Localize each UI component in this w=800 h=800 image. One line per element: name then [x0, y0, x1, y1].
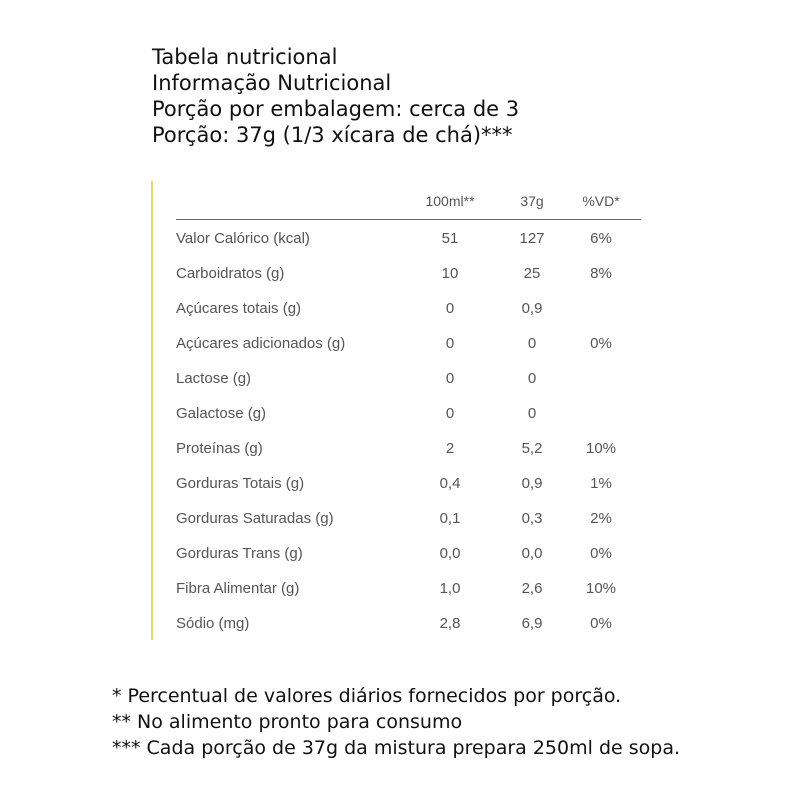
value-vd: 10%	[585, 580, 617, 597]
nutrient-name: Sódio (mg)	[176, 615, 250, 632]
value-vd: 1%	[590, 475, 612, 492]
table-row	[176, 396, 641, 431]
nutrient-name: Gorduras Totais (g)	[176, 475, 305, 492]
table-body	[176, 220, 641, 641]
value-37g: 5,2	[521, 440, 543, 457]
page-title: Tabela nutricional	[152, 45, 338, 69]
footnote-ready: ** No alimento pronto para consumo	[112, 711, 463, 733]
servings-per-package: Porção por embalagem: cerca de 3	[152, 97, 520, 121]
table-row	[176, 466, 641, 501]
value-100ml: 1,0	[439, 580, 461, 597]
nutrient-name: Carboidratos (g)	[176, 265, 285, 282]
table-row	[176, 536, 641, 571]
value-100ml: 51	[441, 230, 459, 247]
table-header	[176, 181, 641, 220]
value-vd: 0%	[590, 545, 612, 562]
nutrient-name: Valor Calórico (kcal)	[176, 230, 310, 247]
value-37g: 0	[527, 335, 537, 352]
value-100ml: 2	[445, 440, 455, 457]
table-row	[176, 571, 641, 606]
value-vd: 10%	[585, 440, 617, 457]
table-row	[176, 256, 641, 291]
value-37g: 0	[527, 370, 537, 387]
table-row	[176, 221, 641, 256]
column-header-vd: %VD*	[582, 193, 620, 209]
value-100ml: 0	[445, 370, 455, 387]
value-vd: 0%	[590, 335, 612, 352]
footnote-serving: *** Cada porção de 37g da mistura prepara 250ml de sopa.	[112, 737, 680, 759]
value-100ml: 0	[445, 335, 455, 352]
value-100ml: 10	[441, 265, 459, 282]
value-37g: 0,3	[521, 510, 543, 527]
footnotes	[112, 683, 680, 761]
footnote-vd: * Percentual de valores diários fornecidos por porção.	[112, 685, 622, 707]
nutrient-name: Proteínas (g)	[176, 440, 263, 457]
value-37g: 2,6	[521, 580, 543, 597]
value-37g: 0,9	[521, 475, 543, 492]
column-header-37g: 37g	[520, 193, 544, 209]
value-100ml: 0	[445, 300, 455, 317]
table-row	[176, 361, 641, 396]
nutrition-header	[152, 44, 519, 148]
value-vd: 8%	[590, 265, 612, 282]
nutrient-name: Galactose (g)	[176, 405, 267, 422]
value-vd: 0%	[590, 615, 612, 632]
nutrition-table	[176, 181, 641, 641]
value-37g: 25	[523, 265, 541, 282]
value-100ml: 0,4	[439, 475, 461, 492]
value-37g: 127	[519, 230, 545, 247]
serving-size: Porção: 37g (1/3 xícara de chá)***	[152, 123, 513, 147]
nutrient-name: Açúcares adicionados (g)	[176, 335, 346, 352]
value-37g: 0	[527, 405, 537, 422]
page-subtitle: Informação Nutricional	[152, 71, 392, 95]
table-row	[176, 291, 641, 326]
accent-bar	[151, 181, 153, 640]
table-row	[176, 501, 641, 536]
table-row	[176, 326, 641, 361]
value-37g: 6,9	[521, 615, 543, 632]
value-37g: 0,0	[521, 545, 543, 562]
table-row	[176, 606, 641, 641]
value-37g: 0,9	[521, 300, 543, 317]
table-row	[176, 431, 641, 466]
column-header-100ml: 100ml**	[425, 193, 475, 209]
value-100ml: 0,1	[439, 510, 461, 527]
value-100ml: 0,0	[439, 545, 461, 562]
nutrition-table-container	[151, 181, 651, 640]
nutrient-name: Lactose (g)	[176, 370, 252, 387]
value-100ml: 0	[445, 405, 455, 422]
value-100ml: 2,8	[439, 615, 461, 632]
nutrient-name: Açúcares totais (g)	[176, 300, 302, 317]
value-vd: 6%	[590, 230, 612, 247]
nutrient-name: Gorduras Trans (g)	[176, 545, 303, 562]
value-vd: 2%	[590, 510, 612, 527]
nutrient-name: Gorduras Saturadas (g)	[176, 510, 334, 527]
nutrient-name: Fibra Alimentar (g)	[176, 580, 300, 597]
